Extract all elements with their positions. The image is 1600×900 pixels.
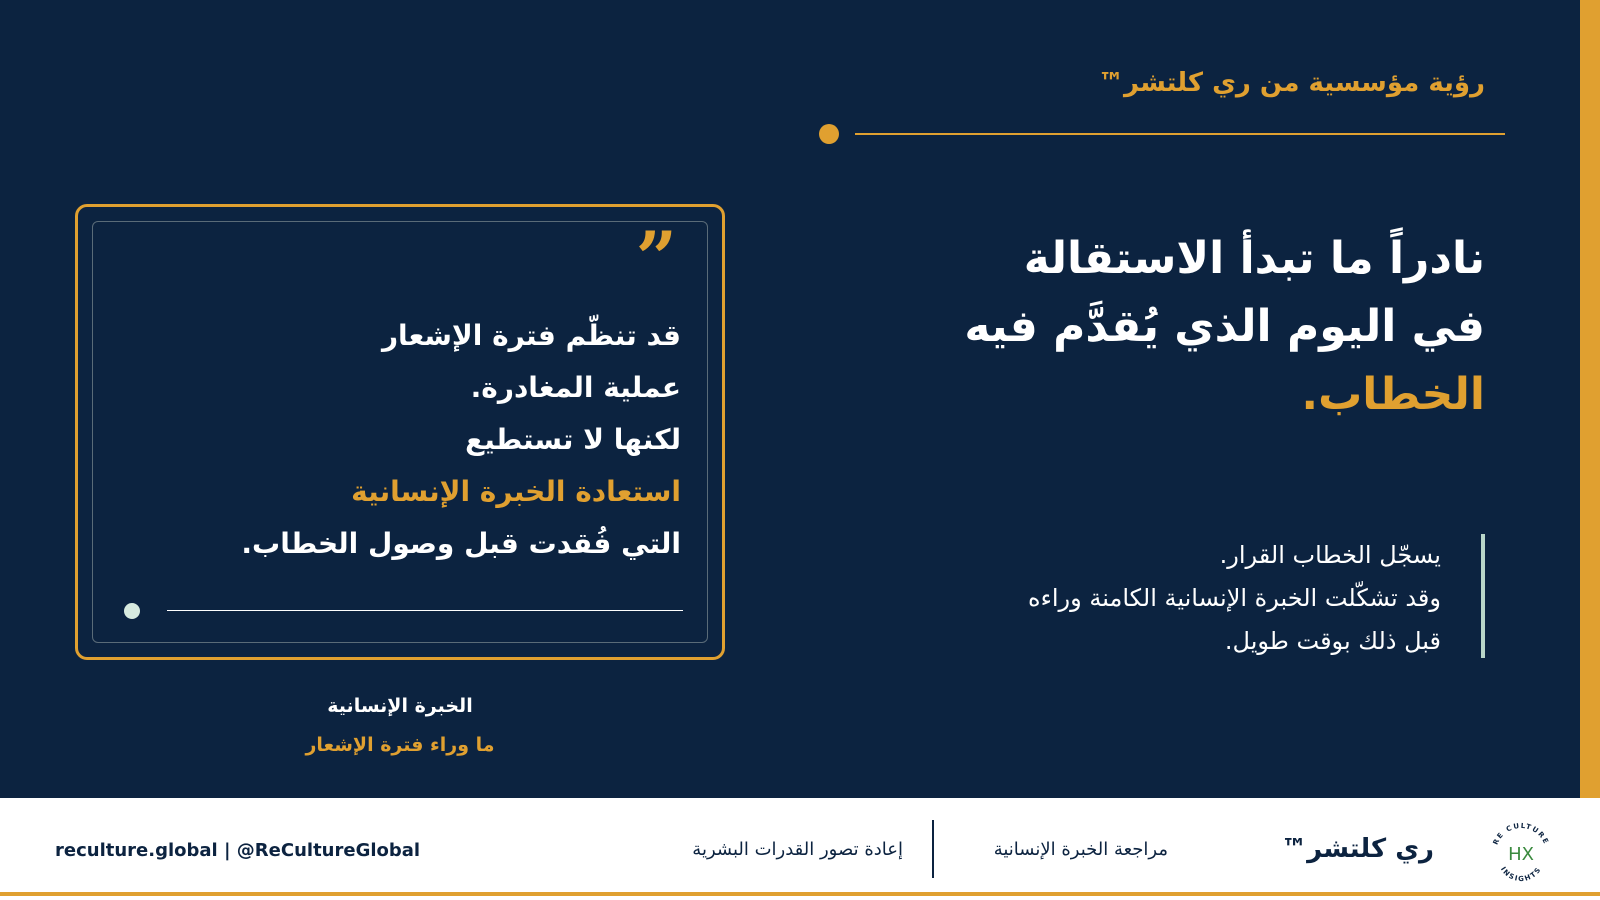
- footer-brand-name: ري كلتشر™: [1281, 834, 1434, 864]
- quote-line-2: عملية المغادرة.: [470, 371, 681, 404]
- quote-dot: [124, 603, 140, 619]
- side-accent-bar: [1580, 0, 1600, 798]
- caption-subtitle: ما وراء فترة الإشعار: [305, 734, 495, 756]
- eyebrow-dot: [819, 124, 839, 144]
- logo-center-text: HX: [1508, 844, 1534, 865]
- quote-text: [241, 310, 681, 570]
- subtext-line-3: قبل ذلك بوقت طويل.: [1224, 627, 1441, 655]
- headline-line-2: في اليوم الذي يُقدَّم فيه: [964, 301, 1485, 352]
- subtext-line-2: وقد تشكّلت الخبرة الإنسانية الكامنة وراءه: [1028, 584, 1441, 612]
- subtext-block: [821, 534, 1485, 658]
- footer-website-link[interactable]: reculture.global | @ReCultureGlobal: [55, 840, 421, 861]
- footer-review-label: مراجعة الخبرة الإنسانية: [993, 839, 1168, 860]
- headline: [925, 225, 1485, 429]
- footer-accent-line: [0, 892, 1600, 896]
- footer-divider: [932, 820, 934, 878]
- headline-line-1: نادراً ما تبدأ الاستقالة: [1023, 233, 1485, 284]
- quote-rule: [167, 610, 683, 611]
- eyebrow-label: رؤية مؤسسية من ري كلتشر™: [1098, 68, 1485, 98]
- footer-reimagine-label: إعادة تصور القدرات البشرية: [692, 839, 903, 860]
- quote-card-inner: [92, 215, 708, 643]
- reculture-insights-logo-icon: [1486, 818, 1556, 888]
- quote-line-3: لكنها لا تستطيع: [465, 423, 681, 456]
- caption-title: الخبرة الإنسانية: [327, 695, 473, 717]
- quote-line-5: التي فُقدت قبل وصول الخطاب.: [241, 527, 681, 560]
- eyebrow-rule: [855, 133, 1505, 135]
- subtext: [1028, 534, 1441, 663]
- quote-line-4: استعادة الخبرة الإنسانية: [351, 475, 681, 508]
- quote-mark-icon: ”: [635, 215, 677, 300]
- quote-line-1: قد تنظّم فترة الإشعار: [381, 319, 681, 352]
- logo-bottom-text: INSIGHTS: [1498, 865, 1544, 884]
- headline-line-3: الخطاب.: [1301, 369, 1485, 420]
- logo-top-text: RE CULTURE: [1491, 821, 1551, 847]
- subtext-line-1: يسجّل الخطاب القرار.: [1219, 541, 1441, 569]
- quote-card: [75, 204, 725, 660]
